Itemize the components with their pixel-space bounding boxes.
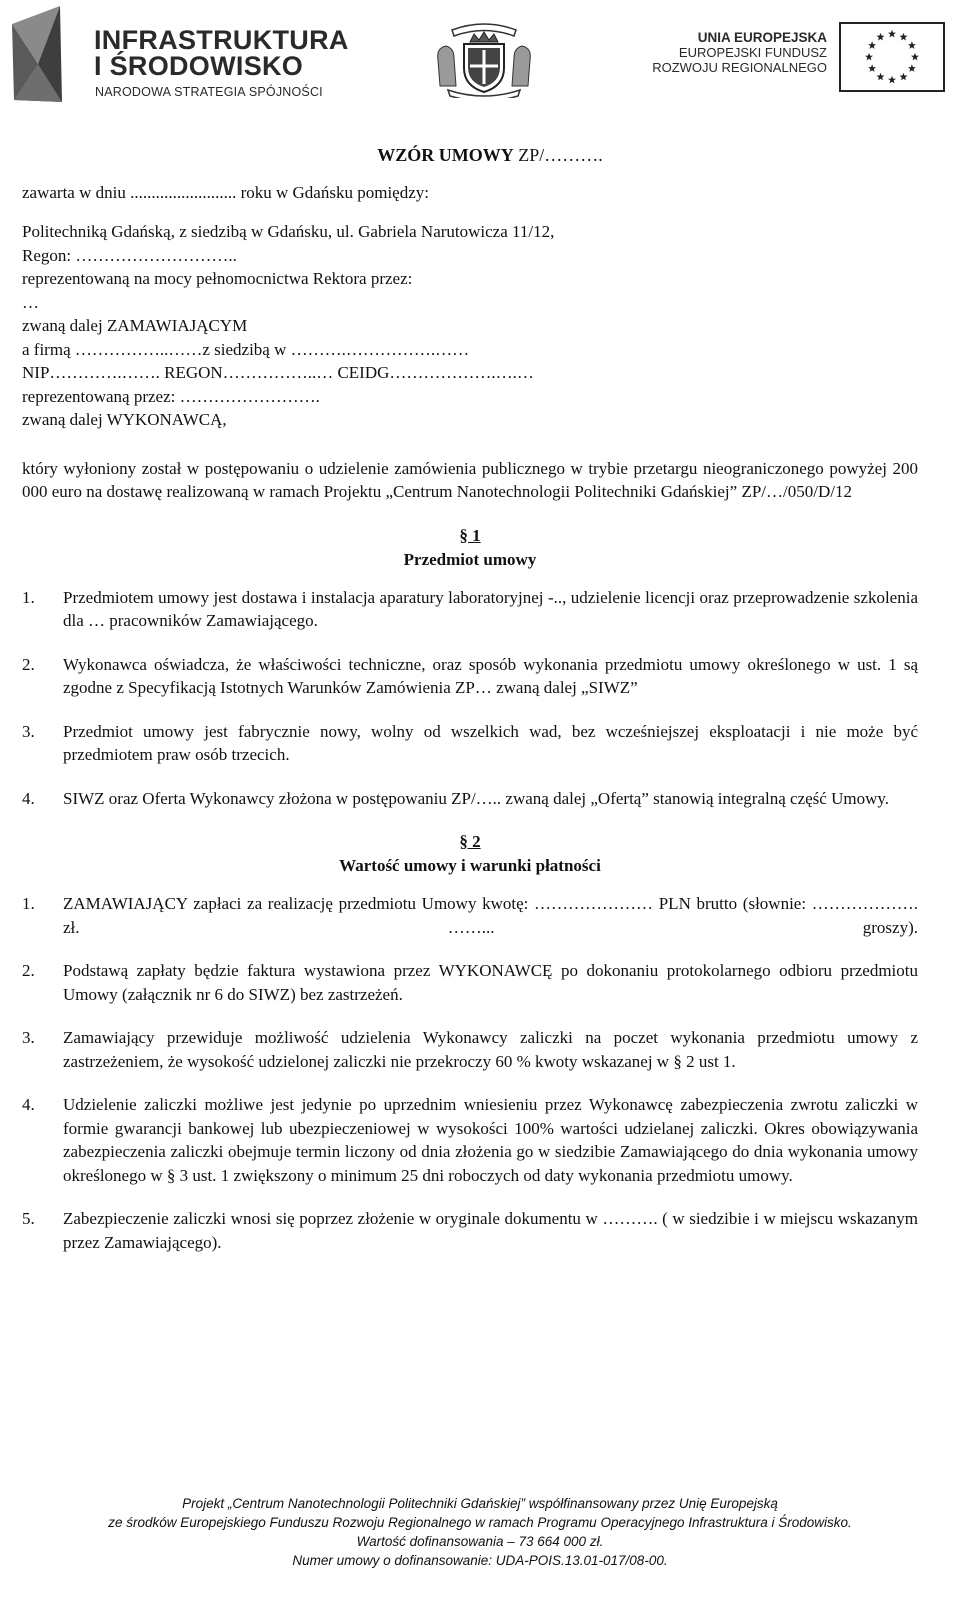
party-line: … (22, 292, 39, 312)
section-heading (22, 524, 918, 572)
contract-intro: zawarta w dniu ......................... roku w Gdańsku pomiędzy: (22, 182, 429, 202)
section-items (22, 586, 918, 811)
section-symbol: § 2 (459, 832, 481, 851)
party-line: Regon: ……………………….. (22, 245, 237, 265)
list-item: 5. Zabezpieczenie zaliczki wnosi się poprzez złożenie w oryginale dokumentu w ………. ( w siedzibie i w miejscu wskazanym przez Zamawiającego). (22, 1209, 918, 1252)
infrastruktura-srodowisko-logo (8, 4, 349, 104)
list-item: 4. Udzielenie zaliczki możliwe jest jedynie po uprzednim wniesieniu przez Wykonawcę zabezpieczenia zwrotu zaliczki w formie gwarancji bankowej lub ubezpieczeniowej w wysokości 100% wartości udzielanej zaliczki. Okres obowiązywania zabezpieczenia zaliczki obejmuje termin liczony od dnia złożenia go w siedzibie Zamawiającego do dnia wykonania umowy określonego w § 3 ust. 1 zwiększony o minimum 25 dni roboczych od daty wykonania przedmiotu umowy. (22, 1095, 918, 1185)
section-items (22, 892, 918, 1254)
footer-line: Projekt „Centrum Nanotechnologii Politechniki Gdańskiej” współfinansowany przez Unię Europejską (182, 1496, 778, 1511)
section-symbol: § 1 (459, 525, 481, 545)
party-line: a firmą ……………..……z siedzibą w ……….…………….…… (22, 339, 470, 359)
page-header (0, 0, 960, 115)
parties-block (22, 220, 918, 432)
section-title: Przedmiot umowy (403, 549, 537, 569)
eu-flag-icon (839, 22, 945, 92)
footer-line: Wartość dofinansowania – 73 664 000 zł. (356, 1534, 604, 1549)
politechnika-gdanska-seal-icon (434, 20, 534, 98)
logo-subtitle: NARODOWA STRATEGIA SPÓJNOŚCI (95, 85, 323, 99)
footer-line: Numer umowy o dofinansowanie: UDA-POIS.13.01-017/08-00. (292, 1553, 668, 1568)
party-line: NIP………….……. REGON……………..… CEIDG……………….….… (22, 363, 534, 382)
party-line: zwaną dalej WYKONAWCĄ, (22, 410, 227, 429)
list-item: 1. ZAMAWIAJĄCY zapłaci za realizację przedmiotu Umowy kwotę: ………………… PLN brutto (słownie: ………………. zł. ……... groszy). (22, 894, 918, 937)
nss-emblem-icon (8, 4, 78, 104)
party-line: reprezentowaną przez: ……………………. (22, 386, 320, 406)
list-item: 2. Wykonawca oświadcza, że właściwości techniczne, oraz sposób wykonania przedmiotu umowy określonego w ust. 1 są zgodne z Specyfikacją Istotnych Warunków Zamówienia ZP… zwaną dalej „SIWZ” (22, 654, 918, 697)
eu-fund-logo (652, 22, 945, 92)
list-item: 2. Podstawą zapłaty będzie faktura wystawiona przez WYKONAWCĘ po dokonaniu protokolarnego odbioru przedmiotu Umowy (załącznik nr 6 do SIWZ) bez zastrzeżeń. (22, 961, 918, 1004)
recital-paragraph: który wyłoniony został w postępowaniu o udzielenie zamówienia publicznego w trybie przetargu nieograniczonego powyżej 200 000 euro na dostawę realizowaną w ramach Projektu „Centrum Nanotechnologii Politechniki Gdańskiej” ZP/…/050/D/12 (22, 458, 918, 501)
list-item: 4. SIWZ oraz Oferta Wykonawcy złożona w postępowaniu ZP/….. zwaną dalej „Ofertą” stanowią integralną część Umowy. (22, 788, 889, 808)
funding-footer (0, 1494, 960, 1570)
eu-fund-text: UNIA EUROPEJSKA EUROPEJSKI FUNDUSZ ROZWOJU REGIONALNEGO (652, 30, 827, 75)
party-line: Politechniką Gdańską, z siedzibą w Gdańsku, ul. Gabriela Narutowicza 11/12, (22, 222, 555, 241)
list-item: 3. Przedmiot umowy jest fabrycznie nowy, wolny od wszelkich wad, bez wcześniejszej eksploatacji i nie może być przedmiotem praw osób trzecich. (22, 721, 918, 764)
section-title: Wartość umowy i warunki płatności (339, 856, 601, 875)
section-heading (22, 830, 918, 878)
list-item: 3. Zamawiający przewiduje możliwość udzielenia Wykonawcy zaliczki na poczet wykonania przedmiotu umowy z zastrzeżeniem, że wysokość udzielonej zaliczki nie przekroczy 60 % kwoty wskazanej w § 2 ust 1. (22, 1028, 918, 1071)
party-line: zwaną dalej ZAMAWIAJĄCYM (22, 316, 248, 335)
document-title: WZÓR UMOWY ZP/………. (377, 145, 603, 165)
party-line: reprezentowaną na mocy pełnomocnictwa Rektora przez: (22, 269, 413, 288)
logo-title: INFRASTRUKTURA I ŚRODOWISKO (94, 25, 349, 81)
list-item: 1. Przedmiotem umowy jest dostawa i instalacja aparatury laboratoryjnej -.., udzielenie licencji oraz przeprowadzenie szkolenia dla … pracowników Zamawiającego. (22, 587, 918, 630)
contract-document (22, 144, 918, 1274)
footer-line: ze środków Europejskiego Funduszu Rozwoju Regionalnego w ramach Programu Operacyjnego Infrastruktura i Środowisko. (108, 1515, 852, 1530)
